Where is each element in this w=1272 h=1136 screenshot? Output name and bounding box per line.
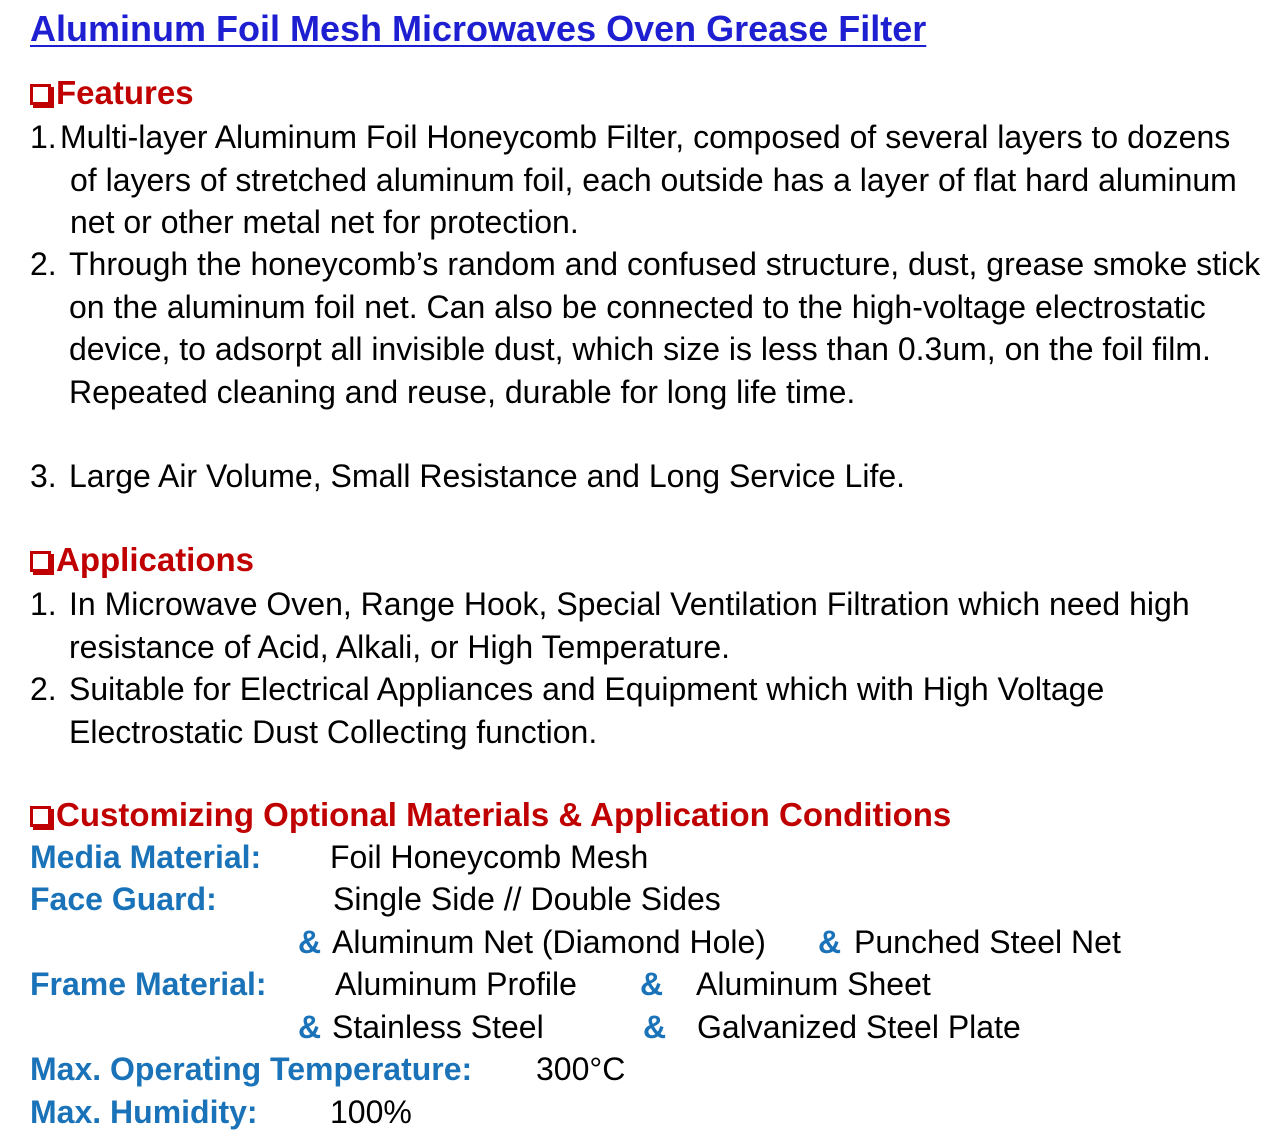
applications-item-1 — [30, 583, 1262, 668]
frame-material-option-1: Aluminum Profile — [335, 966, 577, 1002]
item-text: Suitable for Electrical Appliances and Equipment which with High Voltage Electrostatic Dust Collecting function. — [69, 671, 1105, 750]
face-guard-option-2: Punched Steel Net — [854, 924, 1121, 960]
media-material-value: Foil Honeycomb Mesh — [330, 839, 649, 875]
frame-material-option-4: Galvanized Steel Plate — [697, 1009, 1021, 1045]
max-humidity-value: 100% — [330, 1094, 412, 1130]
features-item-3 — [30, 455, 1262, 498]
item-text: Through the honeycomb’s random and confused structure, dust, grease smoke stick on the aluminum foil net. Can also be connected to the high-voltage electrostatic device, to adsorpt all invisible dust, which size is less than 0.3um, on the foil film. Repeated cleaning and reuse, durable for long life time. — [69, 246, 1261, 410]
item-text: In Microwave Oven, Range Hook, Special Ventilation Filtration which need high resistance of Acid, Alkali, or High Temperature. — [69, 586, 1190, 665]
max-temperature-label: Max. Operating Temperature: — [30, 1051, 473, 1087]
face-guard-label: Face Guard: — [30, 881, 217, 917]
face-guard-option-1: Aluminum Net (Diamond Hole) — [332, 924, 766, 960]
item-number: 1. — [30, 586, 57, 622]
item-number: 3. — [30, 458, 57, 494]
ampersand: & — [643, 1009, 667, 1045]
max-temperature-value: 300°C — [536, 1051, 626, 1087]
applications-item-2 — [30, 668, 1262, 753]
applications-heading-label: Applications — [56, 541, 255, 578]
checkbox-icon — [30, 806, 51, 827]
media-material-label: Media Material: — [30, 839, 262, 875]
features-item-2 — [30, 243, 1262, 413]
item-number: 1. — [30, 119, 57, 155]
customizing-heading — [30, 796, 951, 834]
ampersand: & — [818, 924, 842, 960]
item-text: Multi-layer Aluminum Foil Honeycomb Filter, composed of several layers to dozens of layers of stretched aluminum foil, each outside has a layer of flat hard aluminum net or other metal net for protection. — [60, 119, 1237, 240]
checkbox-icon — [30, 551, 51, 572]
item-text: Large Air Volume, Small Resistance and Long Service Life. — [69, 458, 906, 494]
frame-material-option-3: Stainless Steel — [332, 1009, 544, 1045]
face-guard-value: Single Side // Double Sides — [333, 881, 721, 917]
applications-heading — [30, 541, 254, 579]
page-title[interactable]: Aluminum Foil Mesh Microwaves Oven Grease Filter — [30, 8, 927, 49]
frame-material-option-2: Aluminum Sheet — [696, 966, 931, 1002]
features-heading-label: Features — [56, 74, 194, 111]
ampersand: & — [298, 924, 322, 960]
max-humidity-label: Max. Humidity: — [30, 1094, 258, 1130]
features-item-1 — [30, 116, 1262, 244]
features-heading — [30, 74, 194, 112]
item-number: 2. — [30, 246, 57, 282]
checkbox-icon — [30, 84, 51, 105]
ampersand: & — [640, 966, 664, 1002]
frame-material-label: Frame Material: — [30, 966, 267, 1002]
customizing-heading-label: Customizing Optional Materials & Application Conditions — [56, 796, 952, 833]
item-number: 2. — [30, 671, 57, 707]
ampersand: & — [298, 1009, 322, 1045]
